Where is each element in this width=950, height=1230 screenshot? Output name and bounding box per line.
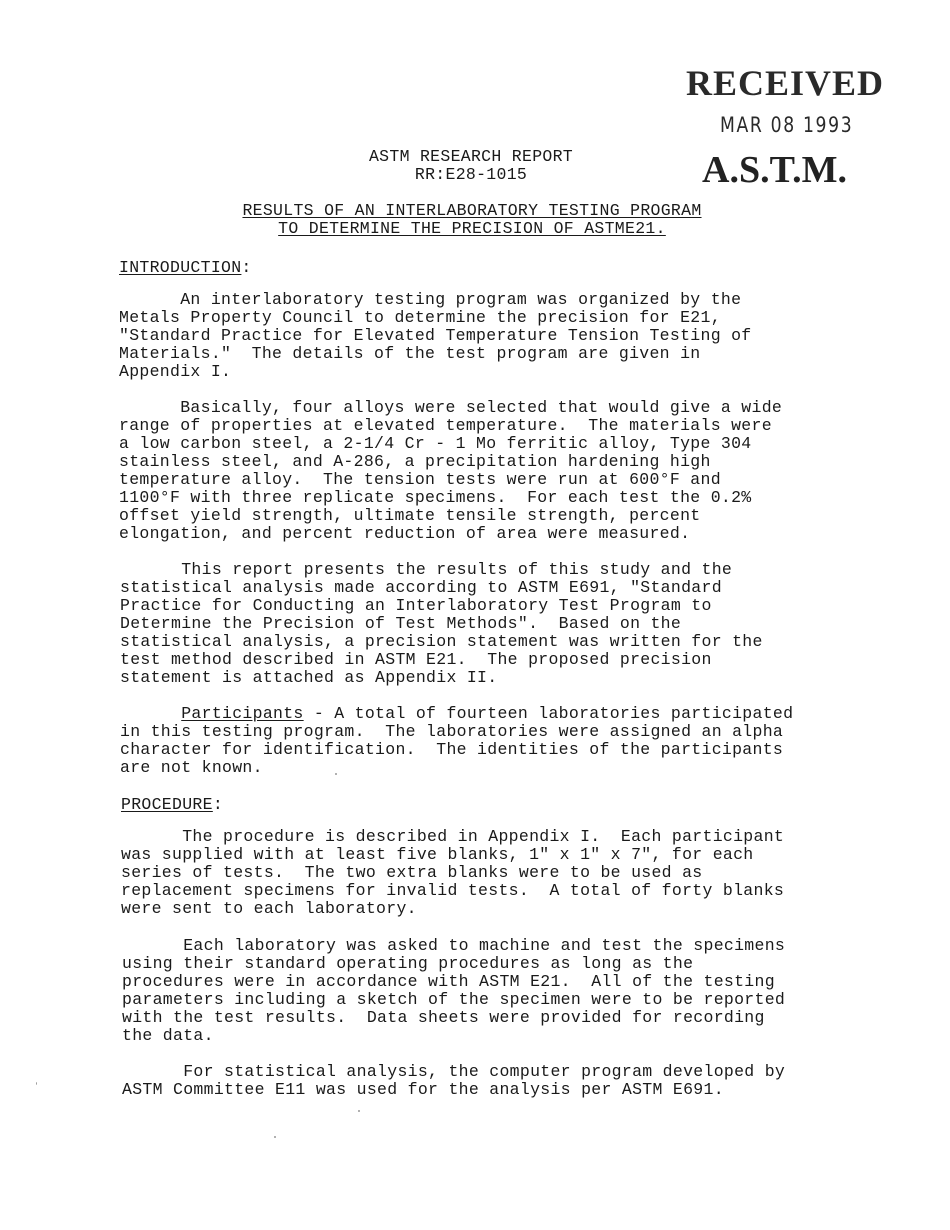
participants-label: Participants [181, 704, 304, 723]
report-title-line-1 [200, 202, 744, 220]
procedure-paragraph-2: Each laboratory was asked to machine and test the specimens using their standard operating procedures as long as the procedures were in accordance with ASTM E21. All of the testing parameters including a sketch of the specimen were to be reported with the test results. Data sheets were provided for recording the data. [122, 936, 786, 1045]
introduction-heading-text: INTRODUCTION [119, 258, 242, 277]
title-line-1-text: RESULTS OF AN INTERLABORATORY TESTING PROGRAM [242, 201, 702, 220]
scan-speck [274, 1136, 276, 1138]
procedure-heading-text: PROCEDURE [121, 795, 213, 814]
scan-speck [335, 773, 337, 775]
procedure-heading [121, 796, 223, 814]
procedure-paragraph-3: For statistical analysis, the computer program developed by ASTM Committee E11 was used for the analysis per ASTM E691. [122, 1062, 786, 1099]
intro-paragraph-1: An interlaboratory testing program was organized by the Metals Property Council to determine the precision for E21, "Standard Practice for Elevated Temperature Tension Testing of Materials." The details of the test program are given in Appendix I. [119, 290, 752, 381]
title-line-2-text: TO DETERMINE THE PRECISION OF ASTME21. [278, 219, 666, 238]
intro-paragraph-2: Basically, four alloys were selected that would give a wide range of properties at elevated temperature. The materials were a low carbon steel, a 2-1/4 Cr - 1 Mo ferritic alloy, Type 304 stainless steel, and A-286, a precipitation hardening high temperature alloy. The tension tests were run at 600°F and 1100°F with three replicate specimens. For each test the 0.2% offset yield strength, ultimate tensile strength, percent elongation, and percent reduction of area were measured. [119, 398, 783, 543]
procedure-heading-colon: : [212, 795, 224, 814]
scan-speck [36, 1082, 37, 1085]
participants-paragraph-first-line [120, 705, 793, 723]
participants-first-line-text: - A total of fourteen laboratories participated [303, 704, 794, 723]
report-type: ASTM RESEARCH REPORT [368, 147, 574, 166]
report-title-line-2 [200, 220, 744, 238]
scan-speck [358, 1110, 360, 1112]
report-number: RR:E28-1015 [414, 165, 528, 184]
intro-paragraph-3: This report presents the results of this study and the statistical analysis made according to ASTM E691, "Standard Practice for Conducting an Interlaboratory Test Program to Determine the Precision of Test Methods". Based on the statistical analysis, a precision statement was written for the test method described in ASTM E21. The proposed precision statement is attached as Appendix II. [120, 560, 763, 687]
introduction-heading [119, 259, 252, 277]
astm-stamp: A.S.T.M. [702, 149, 847, 191]
procedure-paragraph-1: The procedure is described in Appendix I. Each participant was supplied with at least five blanks, 1" x 1" x 7", for each series of tests. The two extra blanks were to be used as replacement specimens for invalid tests. A total of forty blanks were sent to each laboratory. [121, 827, 785, 918]
received-date-stamp: MAR 08 1993 [720, 113, 854, 137]
introduction-heading-colon: : [241, 258, 252, 277]
participants-paragraph-rest: in this testing program. The laboratories were assigned an alpha character for identification. The identities of the participants are not known. [120, 722, 784, 777]
received-stamp: RECEIVED [686, 63, 885, 103]
